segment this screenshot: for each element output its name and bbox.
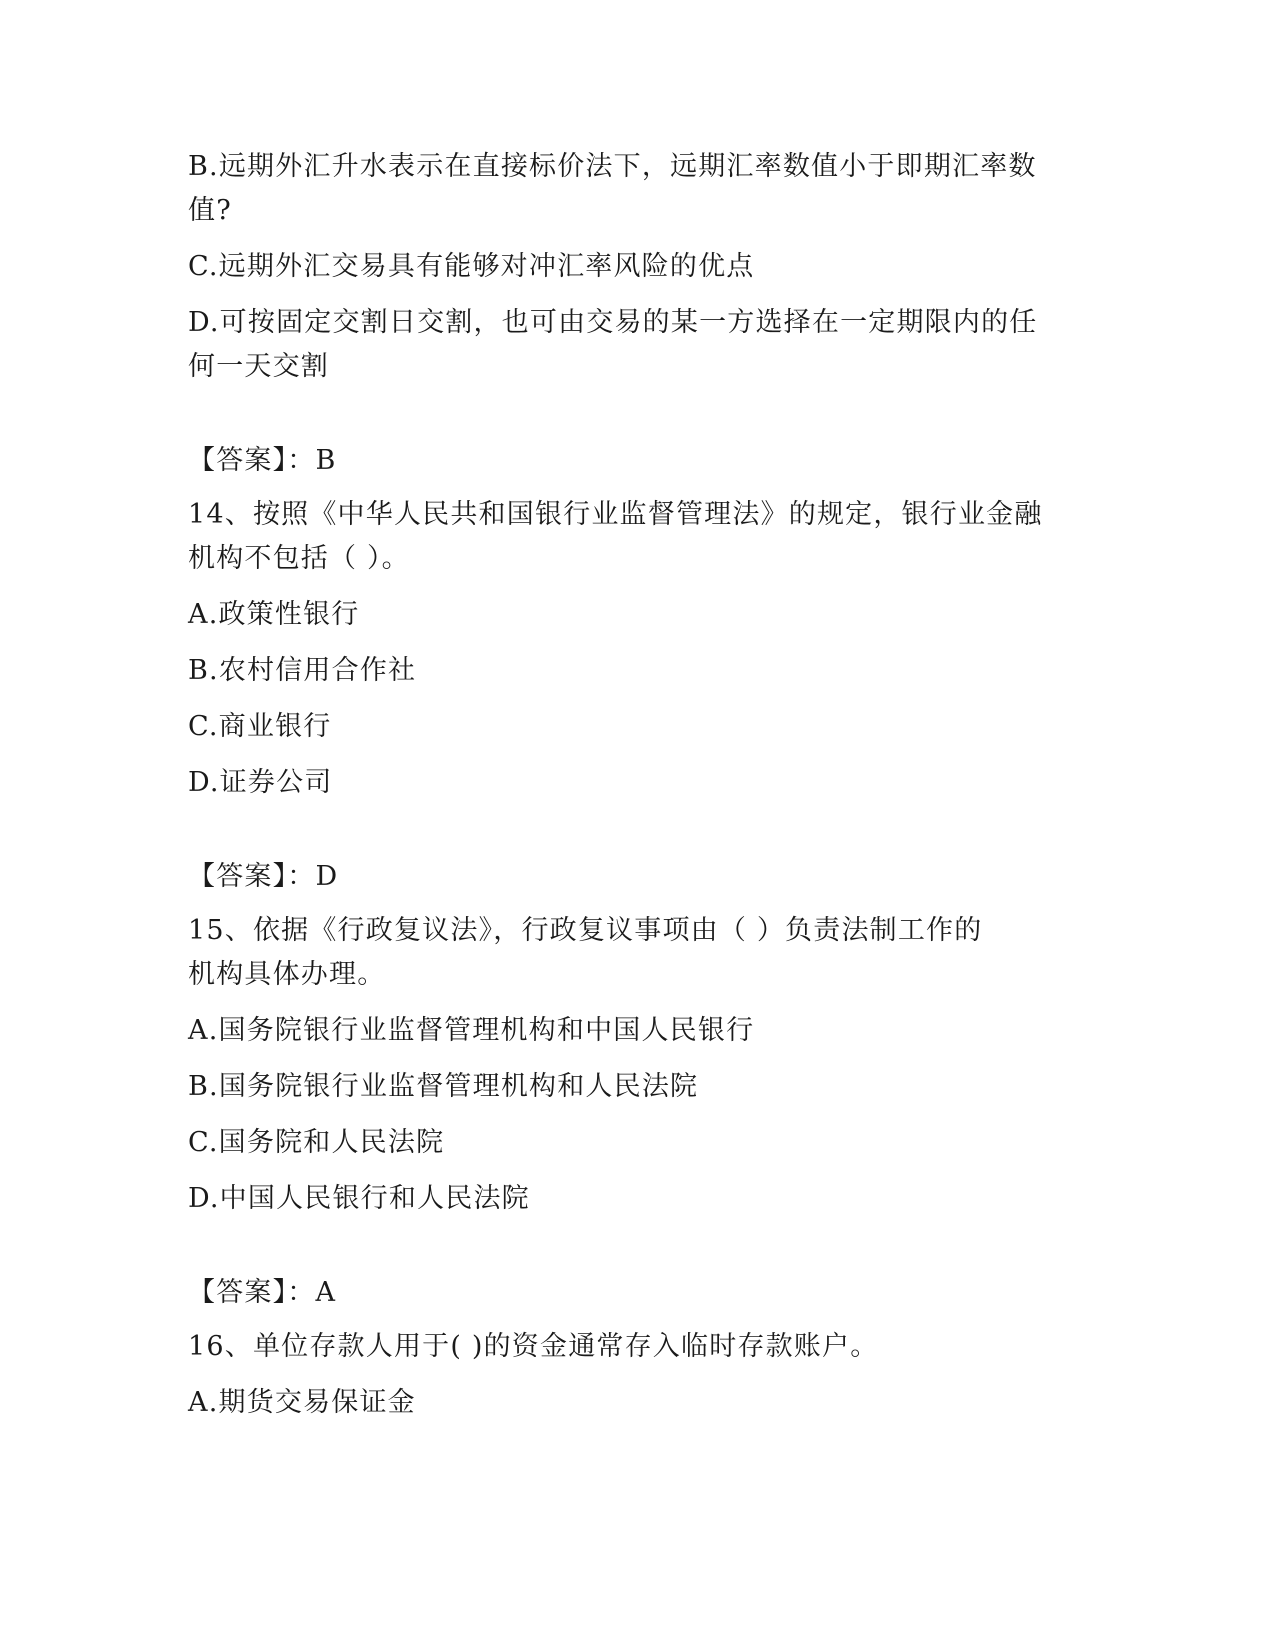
- question-14-option-a: A.政策性银行: [188, 599, 360, 630]
- stem-line-2: 机构具体办理。: [188, 959, 386, 990]
- stem-line-1: 14、按照《中华人民共和国银行业监督管理法》的规定，银行业金融: [188, 499, 1043, 530]
- question-13-option-b: [188, 145, 1068, 233]
- question-14-stem: [188, 493, 1068, 581]
- exam-page: [188, 145, 1068, 1437]
- question-15-option-c: C.国务院和人民法院: [188, 1127, 445, 1158]
- question-15-option-b: B.国务院银行业监督管理机构和人民法院: [188, 1071, 699, 1102]
- question-13-answer: 【答案】：B: [188, 445, 337, 476]
- question-16-stem: 16、单位存款人用于( )的资金通常存入临时存款账户。: [188, 1331, 879, 1362]
- question-15-option-d: D.中国人民银行和人民法院: [188, 1183, 530, 1214]
- question-14-answer: 【答案】：D: [188, 861, 339, 892]
- stem-line-2: 机构不包括（ ）。: [188, 543, 410, 574]
- question-14-option-c: C.商业银行: [188, 711, 332, 742]
- question-13-option-c: C.远期外汇交易具有能够对冲汇率风险的优点: [188, 251, 755, 282]
- question-13-option-d: [188, 301, 1068, 389]
- question-16-option-a: A.期货交易保证金: [188, 1387, 416, 1418]
- question-14-option-b: B.农村信用合作社: [188, 655, 417, 686]
- question-15-stem: [188, 909, 1068, 997]
- option-d-line-2: 何一天交割: [188, 351, 329, 382]
- option-d-line-1: D.可按固定交割日交割，也可由交易的某一方选择在一定期限内的任: [188, 307, 1038, 338]
- option-b-line-1: B.远期外汇升水表示在直接标价法下，远期汇率数值小于即期汇率数: [188, 151, 1037, 182]
- option-b-line-2: 值?: [188, 195, 232, 226]
- question-15-option-a: A.国务院银行业监督管理机构和中国人民银行: [188, 1015, 755, 1046]
- stem-line-1: 15、依据《行政复议法》，行政复议事项由（ ）负责法制工作的: [188, 915, 983, 946]
- question-14-option-d: D.证券公司: [188, 767, 333, 798]
- question-15-answer: 【答案】：A: [188, 1277, 337, 1308]
